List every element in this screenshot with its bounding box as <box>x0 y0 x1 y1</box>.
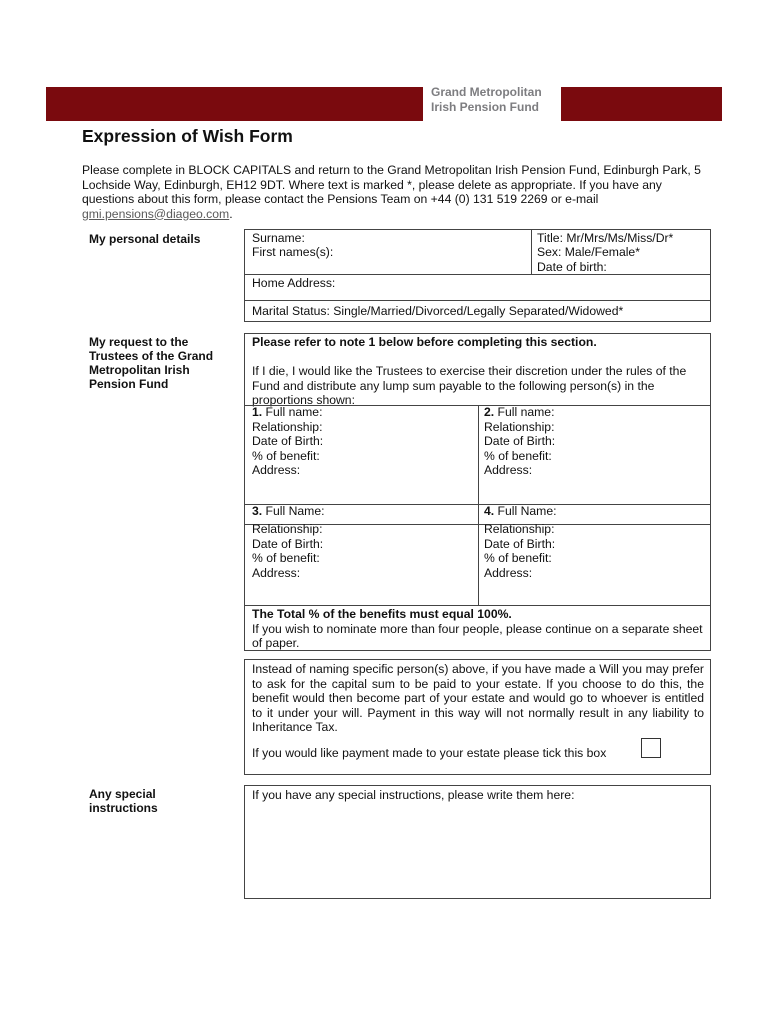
request-body: If I die, I would like the Trustees to exercise their discretion under the rules of the Fund and distribute any lump sum payable to the following person(s) in the proportions shown: <box>252 364 687 407</box>
title-field[interactable]: Title: Mr/Mrs/Ms/Miss/Dr* <box>537 231 674 245</box>
nominee-1-relationship[interactable]: Relationship: <box>252 420 323 434</box>
intro-text: Please complete in BLOCK CAPITALS and return to the Grand Metropolitan Irish Pension Fund, Edinburgh Park, 5 Lochside Way, Edinburgh, EH12 9DT. Where text is marked *, please delete as appropriate. If you have any questions about this form, please contact the Pensions Team on +44 (0) 131 519 2269 or e-mail <box>82 163 701 206</box>
side-label-special: Any special instructions <box>89 787 158 815</box>
nominee-2-relationship[interactable]: Relationship: <box>484 420 555 434</box>
special-prompt: If you have any special instructions, please write them here: <box>252 788 575 802</box>
nominee-3-benefit[interactable]: % of benefit: <box>252 551 320 565</box>
estate-checkbox[interactable] <box>641 738 661 758</box>
estate-box <box>244 659 711 775</box>
header-band-right <box>561 87 722 121</box>
email-link[interactable]: gmi.pensions@diageo.com <box>82 206 230 221</box>
nominee-4-relationship[interactable]: Relationship: <box>484 522 555 536</box>
brand-line-2: Irish Pension Fund <box>431 100 540 114</box>
side-label-personal: My personal details <box>89 232 201 246</box>
nominee-1-dob[interactable]: Date of Birth: <box>252 434 324 448</box>
personal-details-box <box>244 229 711 322</box>
first-names-field[interactable]: First names(s): <box>252 245 334 259</box>
estate-text: Instead of naming specific person(s) above, if you have made a Will you may prefer to ask for the capital sum to be paid to your estate. If you choose to do this, the benefit would then become part of your estate and would go to whoever is entitled to it under your will. Payment in this way will not normally result in any liability to Inheritance Tax. <box>252 662 704 734</box>
total-note: The Total % of the benefits must equal 100%. If you wish to nominate more than four people, please continue on a separate sheet of paper. <box>252 607 703 650</box>
side-label-request: My request to the Trustees of the Grand Metropolitan Irish Pension Fund <box>89 335 214 391</box>
nominee-3-address[interactable]: Address: <box>252 566 301 580</box>
nominee-4-benefit[interactable]: % of benefit: <box>484 551 552 565</box>
special-instructions-box[interactable] <box>244 785 711 899</box>
nominee-2-dob[interactable]: Date of Birth: <box>484 434 556 448</box>
nominee-3-dob[interactable]: Date of Birth: <box>252 537 324 551</box>
intro-end: . <box>229 206 233 221</box>
nominee-2-benefit[interactable]: % of benefit: <box>484 449 552 463</box>
nominee-4-address[interactable]: Address: <box>484 566 533 580</box>
home-address-field[interactable]: Home Address: <box>252 276 336 290</box>
nominee-1-benefit[interactable]: % of benefit: <box>252 449 320 463</box>
brand-logo <box>425 85 559 121</box>
nominee-2-name-field[interactable]: 2. Full name: <box>484 405 555 419</box>
nominee-4-dob[interactable]: Date of Birth: <box>484 537 556 551</box>
intro-paragraph <box>82 163 712 221</box>
dob-field[interactable]: Date of birth: <box>537 260 607 274</box>
nominee-1-address[interactable]: Address: <box>252 463 301 477</box>
sex-field[interactable]: Sex: Male/Female* <box>537 245 640 259</box>
nominee-3-relationship[interactable]: Relationship: <box>252 522 323 536</box>
nominee-2-address[interactable]: Address: <box>484 463 533 477</box>
surname-field[interactable]: Surname: <box>252 231 305 245</box>
request-note: Please refer to note 1 below before completing this section. <box>252 335 597 349</box>
nominee-4-name-field[interactable]: 4. Full Name: <box>484 504 557 518</box>
nominee-3-name-field[interactable]: 3. Full Name: <box>252 504 325 518</box>
marital-status-field[interactable]: Marital Status: Single/Married/Divorced/Legally Separated/Widowed* <box>252 304 624 318</box>
request-box <box>244 333 711 651</box>
header-band-left <box>46 87 423 121</box>
page-title: Expression of Wish Form <box>82 126 293 146</box>
nominee-1-name-field[interactable]: 1. Full name: <box>252 405 323 419</box>
estate-tick-label: If you would like payment made to your estate please tick this box <box>252 746 607 760</box>
brand-line-1: Grand Metropolitan <box>431 85 542 99</box>
